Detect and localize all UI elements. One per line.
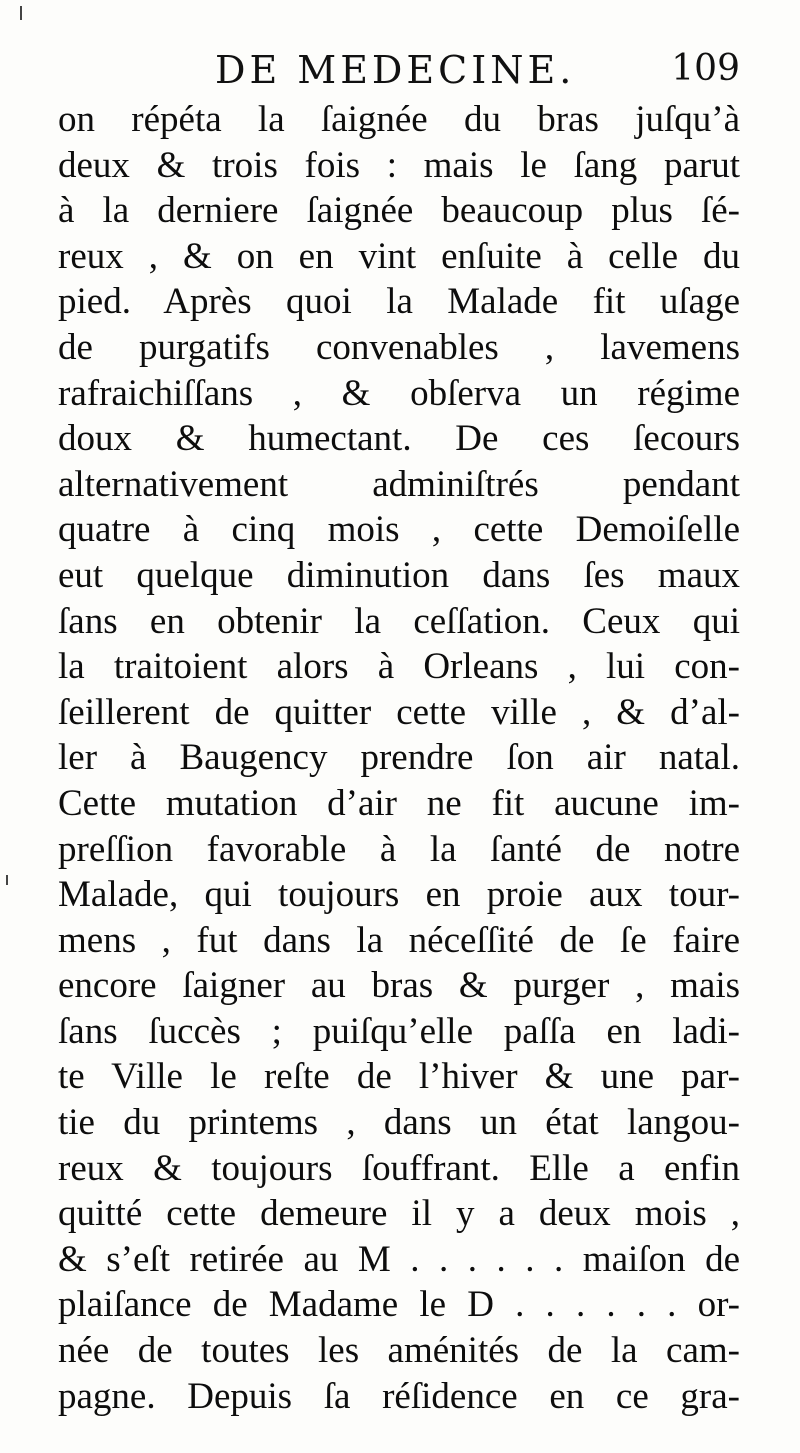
text-line: on répéta la ſaignée du bras juſqu’à [58,99,740,140]
text-line: reux & toujours ſouffrant. Elle a enfin [58,1147,740,1189]
text-line: doux & humectant. De ces ſecours [58,418,740,460]
text-line: Malade, qui toujours en proie aux tour- [58,874,740,916]
text-line: encore ſaigner au bras & purger , mais [58,965,740,1007]
text-line: tie du printems , dans un état langou- [58,1102,740,1144]
text-line: rafraichiſſans , & obſerva un régime [58,372,740,414]
text-line: ſans ſuccès ; puiſqu’elle paſſa en ladi- [58,1010,740,1052]
text-line: te Ville le reſte de l’hiver & une par- [58,1056,740,1098]
margin-mark [20,6,22,20]
text-line: Cette mutation d’air ne fit aucune im- [58,782,740,824]
running-title: DE MEDECINE. [215,48,576,92]
text-line: quatre à cinq mois , cette Demoiſelle [58,509,740,551]
margin-mark [6,875,8,885]
text-line: de purgatifs convenables , lavemens [58,326,740,368]
page-number: 109 [671,48,740,89]
text-line: à la derniere ſaignée beaucoup plus ſé- [58,190,740,232]
text-line: reux , & on en vint enſuite à celle du [58,235,740,277]
text-line: pied. Après quoi la Malade fit uſage [58,281,740,323]
text-line: deux & trois fois : mais le ſang parut [58,144,740,186]
text-line: la traitoient alors à Orleans , lui con- [58,646,740,688]
text-line: preſſion favorable à la ſanté de notre [58,828,740,870]
text-line: ſeillerent de quitter cette ville , & d’al- [58,691,740,733]
text-line: pagne. Depuis ſa réſidence en ce gra- [58,1375,740,1417]
text-line: & s’eſt retirée au M . . . . . . maiſon de [58,1238,740,1280]
text-line: eut quelque diminution dans ſes maux [58,554,740,596]
running-head [215,48,740,98]
text-line: mens , fut dans la néceſſité de ſe faire [58,919,740,961]
text-line: plaiſance de Madame le D . . . . . . or- [58,1284,740,1326]
text-line: née de toutes les aménités de la cam- [58,1330,740,1372]
text-line: ſans en obtenir la ceſſation. Ceux qui [58,600,740,642]
text-line: quitté cette demeure il y a deux mois , [58,1193,740,1235]
text-line: alternativement adminiſtrés pendant [58,463,740,505]
text-line: ler à Baugency prendre ſon air natal. [58,737,740,779]
body-text [58,97,740,1419]
